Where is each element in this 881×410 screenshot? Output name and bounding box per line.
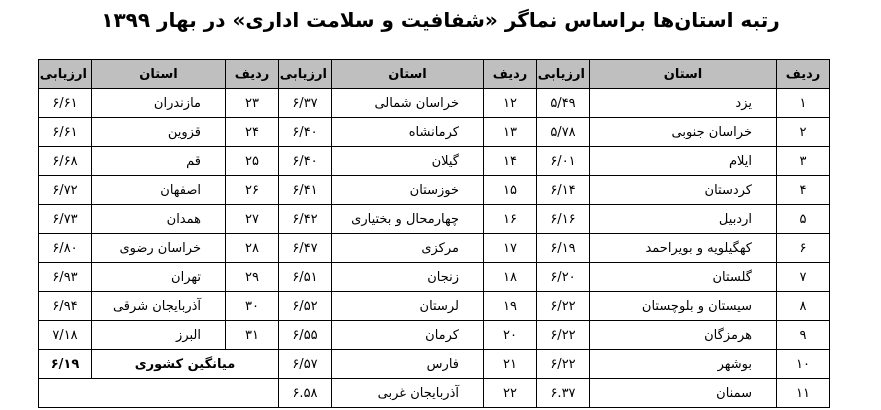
rank-cell: ۱۷ (484, 234, 537, 263)
rank-cell: ۲۹ (226, 263, 279, 292)
score-cell: ۶/۳۷ (279, 89, 332, 118)
table-row (39, 118, 830, 147)
header-rank: ردیف (484, 60, 537, 89)
province-cell: خراسان جنوبی (590, 118, 777, 147)
province-cell: زنجان (332, 263, 484, 292)
header-province: استان (332, 60, 484, 89)
province-cell: قم (92, 147, 226, 176)
header-rank: ردیف (226, 60, 279, 89)
rank-cell: ۲۱ (484, 350, 537, 379)
province-cell: آذربایجان غربی (332, 379, 484, 408)
province-cell: هرمزگان (590, 321, 777, 350)
score-cell: ۶/۴۰ (279, 118, 332, 147)
table-row (39, 263, 830, 292)
table-row (39, 176, 830, 205)
province-cell: گلستان (590, 263, 777, 292)
province-cell: سمنان (590, 379, 777, 408)
rank-cell: ۲۴ (226, 118, 279, 147)
province-cell: خراسان شمالی (332, 89, 484, 118)
rank-cell: ۲۷ (226, 205, 279, 234)
score-cell: ۶/۲۲ (537, 350, 590, 379)
province-cell: بوشهر (590, 350, 777, 379)
province-cell: قزوین (92, 118, 226, 147)
score-cell: ۶/۶۱ (39, 89, 92, 118)
rank-cell: ۱۱ (777, 379, 830, 408)
rank-cell: ۲۶ (226, 176, 279, 205)
rank-cell: ۱۹ (484, 292, 537, 321)
score-cell: ۶/۵۱ (279, 263, 332, 292)
rank-cell: ۲۳ (226, 89, 279, 118)
province-cell: کرمانشاه (332, 118, 484, 147)
score-cell: ۶.۳۷ (537, 379, 590, 408)
rank-cell: ۴ (777, 176, 830, 205)
province-cell: گیلان (332, 147, 484, 176)
header-province: استان (590, 60, 777, 89)
score-cell: ۶/۴۲ (279, 205, 332, 234)
province-cell: فارس (332, 350, 484, 379)
table-row (39, 147, 830, 176)
province-cell: مازندران (92, 89, 226, 118)
rank-cell: ۵ (777, 205, 830, 234)
province-cell: کهگیلویه و بویراحمد (590, 234, 777, 263)
province-cell: اردبیل (590, 205, 777, 234)
rank-cell: ۱۸ (484, 263, 537, 292)
header-score: ارزیابی (279, 60, 332, 89)
rank-cell: ۶ (777, 234, 830, 263)
rank-cell: ۱۰ (777, 350, 830, 379)
table-row (39, 234, 830, 263)
score-cell: ۶/۴۰ (279, 147, 332, 176)
province-cell: البرز (92, 321, 226, 350)
province-ranking-table (38, 59, 830, 408)
province-cell: کردستان (590, 176, 777, 205)
rank-cell: ۹ (777, 321, 830, 350)
score-cell: ۶/۷۲ (39, 176, 92, 205)
table-row (39, 379, 830, 408)
header-rank: ردیف (777, 60, 830, 89)
table-row (39, 292, 830, 321)
province-cell: سیستان و بلوچستان (590, 292, 777, 321)
province-cell: اصفهان (92, 176, 226, 205)
province-cell: چهارمحال و بختیاری (332, 205, 484, 234)
score-cell: ۶/۵۵ (279, 321, 332, 350)
score-cell: ۷/۱۸ (39, 321, 92, 350)
rank-cell: ۱۵ (484, 176, 537, 205)
empty-cell (39, 379, 279, 408)
rank-cell: ۲۸ (226, 234, 279, 263)
score-cell: ۶/۶۸ (39, 147, 92, 176)
score-cell: ۶/۲۲ (537, 292, 590, 321)
rank-cell: ۳۰ (226, 292, 279, 321)
score-cell: ۶.۵۸ (279, 379, 332, 408)
score-cell: ۶/۵۷ (279, 350, 332, 379)
rank-cell: ۲۲ (484, 379, 537, 408)
province-cell: ایلام (590, 147, 777, 176)
score-cell: ۶/۲۲ (537, 321, 590, 350)
score-cell: ۶/۴۷ (279, 234, 332, 263)
score-cell: ۶/۴۱ (279, 176, 332, 205)
table-row (39, 350, 830, 379)
rank-cell: ۳ (777, 147, 830, 176)
score-cell: ۶/۹۳ (39, 263, 92, 292)
score-cell: ۶/۱۹ (537, 234, 590, 263)
province-cell: آذربایجان شرقی (92, 292, 226, 321)
province-cell: کرمان (332, 321, 484, 350)
table-row (39, 321, 830, 350)
province-cell: خراسان رضوی (92, 234, 226, 263)
province-cell: لرستان (332, 292, 484, 321)
national-average-label: میانگین کشوری (92, 350, 279, 379)
score-cell: ۶/۲۰ (537, 263, 590, 292)
header-score: ارزیابی (39, 60, 92, 89)
province-cell: مرکزی (332, 234, 484, 263)
score-cell: ۵/۷۸ (537, 118, 590, 147)
rank-cell: ۱۲ (484, 89, 537, 118)
table-row (39, 89, 830, 118)
rank-cell: ۲ (777, 118, 830, 147)
score-cell: ۵/۴۹ (537, 89, 590, 118)
header-province: استان (92, 60, 226, 89)
rank-cell: ۸ (777, 292, 830, 321)
national-average-score: ۶/۱۹ (39, 350, 92, 379)
rank-cell: ۳۱ (226, 321, 279, 350)
table-row (39, 205, 830, 234)
rank-cell: ۱۴ (484, 147, 537, 176)
province-cell: خوزستان (332, 176, 484, 205)
score-cell: ۶/۹۴ (39, 292, 92, 321)
rank-cell: ۱۳ (484, 118, 537, 147)
score-cell: ۶/۷۳ (39, 205, 92, 234)
score-cell: ۶/۰۱ (537, 147, 590, 176)
header-score: ارزیابی (537, 60, 590, 89)
score-cell: ۶/۶۱ (39, 118, 92, 147)
table-header-row (39, 60, 830, 89)
score-cell: ۶/۵۲ (279, 292, 332, 321)
province-cell: تهران (92, 263, 226, 292)
score-cell: ۶/۱۴ (537, 176, 590, 205)
rank-cell: ۱ (777, 89, 830, 118)
score-cell: ۶/۸۰ (39, 234, 92, 263)
rank-cell: ۱۶ (484, 205, 537, 234)
rank-cell: ۲۰ (484, 321, 537, 350)
rank-cell: ۷ (777, 263, 830, 292)
score-cell: ۶/۱۶ (537, 205, 590, 234)
province-cell: یزد (590, 89, 777, 118)
page-title: رتبه استان‌ها براساس نماگر «شفافیت و سلامت اداری» در بهار ۱۳۹۹ (101, 8, 780, 32)
rank-cell: ۲۵ (226, 147, 279, 176)
province-cell: همدان (92, 205, 226, 234)
